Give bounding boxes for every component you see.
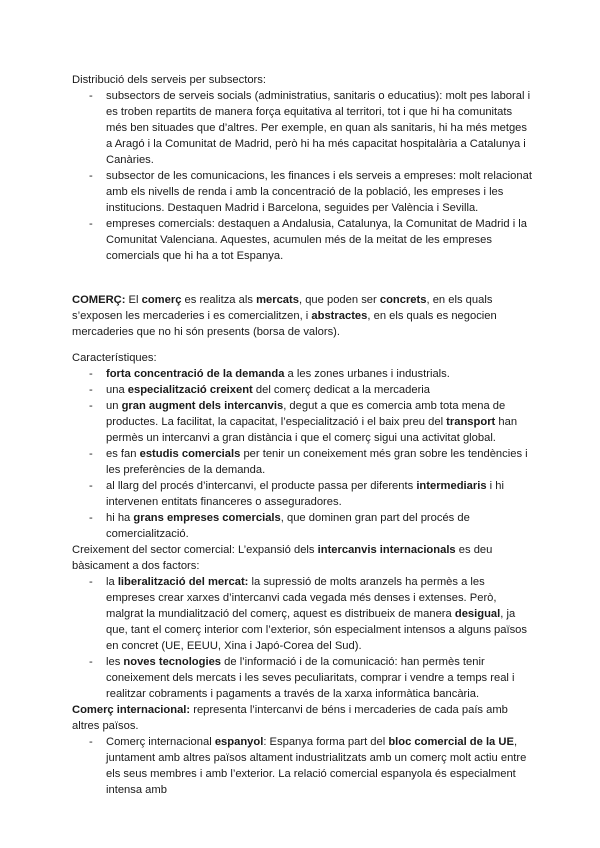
bold-text: grans empreses comercials <box>133 512 281 524</box>
bold-text: gran augment dels intercanvis <box>121 400 284 412</box>
creixement-heading: Creixement del sector comercial: L’expansió dels intercanvis internacionals es deu bàsicament a dos factors: <box>72 544 493 572</box>
bold-text: intermediaris <box>416 480 487 492</box>
subsectors-heading: Distribució dels serveis per subsectors: <box>72 74 266 86</box>
list-item: - hi ha grans empreses comercials, que dominen gran part del procés de comercialització. <box>72 510 532 542</box>
bold-text: desigual <box>454 608 501 620</box>
section-subsectors <box>72 72 532 264</box>
section-comerc <box>72 292 532 340</box>
bold-text: comerç <box>141 294 182 306</box>
bold-text: Comerç internacional: <box>72 704 191 716</box>
bold-text: forta concentració de la demanda <box>106 368 285 380</box>
list-item: - Comerç internacional espanyol: Espanya forma part del bloc comercial de la UE, juntament amb altres països altament industrialitzats amb un comerç molt actiu entre els seus membres i amb l’exterior. La relació comercial espanyola és especialment intensa amb <box>72 734 532 798</box>
bold-text: transport <box>446 416 496 428</box>
caracteristiques-heading: Característiques: <box>72 352 157 364</box>
creixement-list <box>72 574 532 702</box>
list-item: - empreses comercials: destaquen a Andalusia, Catalunya, la Comunitat de Madrid i la Comunitat Valenciana. Aquestes, acumulen més de la meitat de les empreses comercials que hi ha a tot Espanya. <box>72 216 532 264</box>
list-item: - un gran augment dels intercanvis, degut a que es comercia amb tota mena de productes. La facilitat, la capacitat, l’especialització i el baix preu del transport han permès un intercanvi a gran distància i que el comerç sigui una activitat global. <box>72 398 532 446</box>
bold-text: abstractes <box>311 310 368 322</box>
bold-text: COMERÇ: <box>72 294 126 306</box>
bold-text: estudis comercials <box>139 448 241 460</box>
list-item: - subsectors de serveis socials (administratius, sanitaris o educatius): molt pes laboral i es troben repartits de manera força equitativa al territori, tot i que hi ha comunitats més ben situades que d’altres. Per exemple, en quan als sanitaris, hi ha més metges a Aragó i la Comunitat de Madrid, però hi ha més capacitat hospitalària a Catalunya i Canàries. <box>72 88 532 168</box>
list-item: - es fan estudis comercials per tenir un coneixement més gran sobre les tendències i les preferències de la demanda. <box>72 446 532 478</box>
list-item: - la liberalització del mercat: la supressió de molts aranzels ha permès a les empreses crear xarxes d’intercanvi cada vegada més denses i extenses. Però, malgrat la mundialització del comerç, aquest es distribueix de manera desigual, ja que, tant el comerç interior com l’exterior, són especialment intensos a alguns països en concret (UE, EEUU, Xina i Japó-Corea del Sud). <box>72 574 532 654</box>
section-comerc-internacional <box>72 702 532 798</box>
list-item: - forta concentració de la demanda a les zones urbanes i industrials. <box>72 366 532 382</box>
list-item: - subsector de les comunicacions, les finances i els serveis a empreses: molt relacionat amb els nivells de renda i amb la concentració de la població, les empreses i les institucions. Destaquen Madrid i Barcelona, seguides per València i Sevilla. <box>72 168 532 216</box>
bold-text: especialització creixent <box>127 384 253 396</box>
comerc-internacional-list <box>72 734 532 798</box>
bold-text: intercanvis internacionals <box>317 544 456 556</box>
comerc-definition: COMERÇ: El comerç es realitza als mercats, que poden ser concrets, en els quals s’exposen les mercaderies i es comercialitzen, i abstractes, en els quals es negocien mercaderies que no hi són presents (borsa de valors). <box>72 294 497 338</box>
bold-text: noves tecnologies <box>123 656 222 668</box>
bold-text: espanyol <box>214 736 264 748</box>
caracteristiques-list <box>72 366 532 542</box>
subsectors-list <box>72 88 532 264</box>
bold-text: concrets <box>379 294 427 306</box>
bold-text: bloc comercial de la UE <box>388 736 514 748</box>
list-item: - al llarg del procés d’intercanvi, el producte passa per diferents intermediaris i hi intervenen entitats financeres o asseguradores. <box>72 478 532 510</box>
bold-text: mercats <box>256 294 299 306</box>
list-item: - una especialització creixent del comerç dedicat a la mercaderia <box>72 382 532 398</box>
list-item: - les noves tecnologies de l’informació i de la comunicació: han permès tenir coneixement dels mercats i les seves peculiaritats, comprar i vendre a temps real i realitzar cobraments i pagaments a través de la xarxa informàtica bancària. <box>72 654 532 702</box>
section-caracteristiques <box>72 350 532 542</box>
comerc-internacional-definition: Comerç internacional: representa l’intercanvi de béns i mercaderies de cada país amb altres països. <box>72 704 508 732</box>
bold-text: liberalització del mercat: <box>117 576 249 588</box>
section-creixement <box>72 542 532 702</box>
